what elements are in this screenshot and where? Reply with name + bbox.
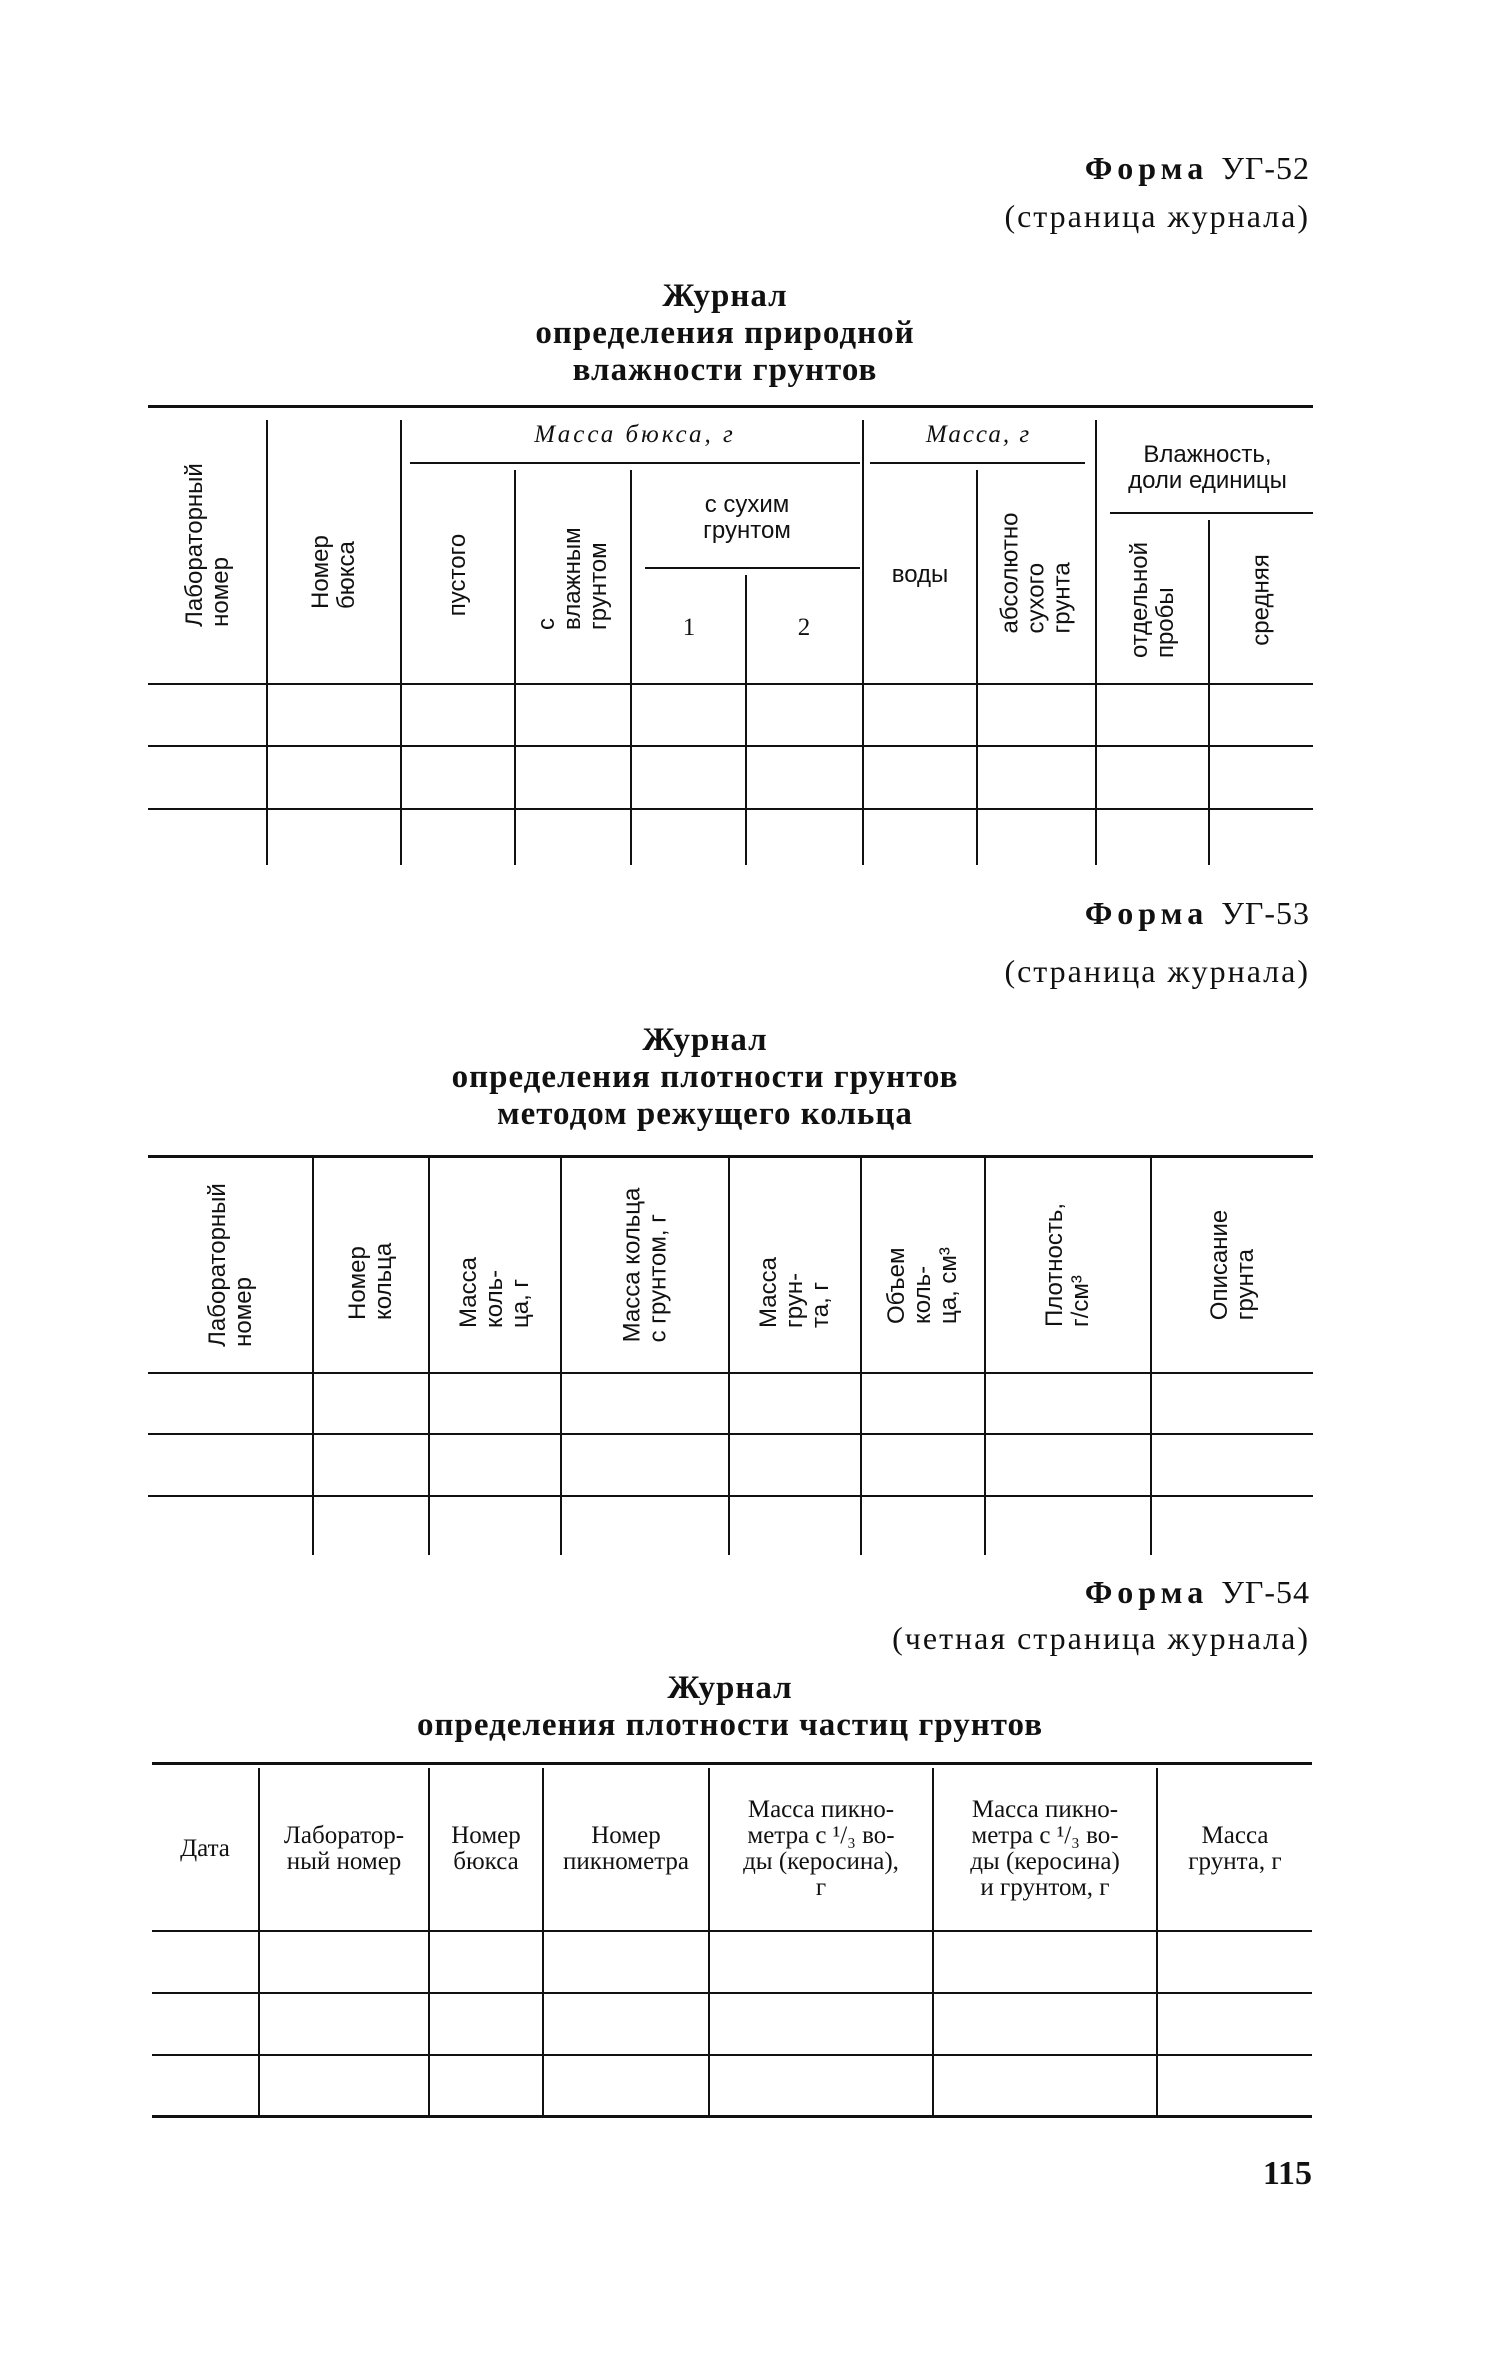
form54-rule: [152, 1930, 1312, 1932]
form52-header-dry-1: 1: [682, 613, 696, 641]
form52-title-line-3: влажности грунтов: [572, 352, 878, 388]
form53-header-soil-description: Описание грунта: [1206, 1209, 1259, 1321]
form54-rule: [152, 1992, 1312, 1994]
form53-header-ring-volume: Объем коль- ца, см³: [883, 1247, 962, 1324]
form52-col-sep: [514, 470, 516, 865]
form53-col-sep: [860, 1158, 862, 1555]
form52-rule: [148, 745, 1313, 747]
form52-col-sep: [976, 470, 978, 865]
form53-header-ring-soil-mass: Масса кольца с грунтом, г: [617, 1187, 671, 1343]
form54-header-soil-mass: Масса грунта, г: [1188, 1822, 1282, 1875]
form54-top-rule: [152, 1762, 1312, 1765]
form53-title-line-2: определения плотности грунтов: [451, 1059, 959, 1095]
form52-header-mass: Масса, г: [925, 421, 1032, 448]
form52-header-dry-2: 2: [797, 613, 811, 641]
form52-journal-title: [490, 278, 960, 389]
form53-rule: [148, 1433, 1313, 1435]
form53-col-sep: [560, 1158, 562, 1555]
form53-subtitle: (страница журнала): [1004, 953, 1310, 989]
form52-col-sep: [1208, 520, 1210, 865]
form54-rule: [152, 2054, 1312, 2056]
form52-rule: [148, 808, 1313, 810]
form53-code: УГ-53: [1221, 895, 1310, 931]
form53-header-soil-mass: Масса грун- та, г: [755, 1257, 834, 1328]
form53-journal-title: [410, 1022, 1000, 1133]
form53-rule: [148, 1372, 1313, 1374]
form53-col-sep: [312, 1158, 314, 1555]
form52-header-absolutely-dry: абсолютно сухого грунта: [996, 512, 1076, 633]
form54-subtitle: (четная страница журнала): [892, 1620, 1310, 1656]
form52-top-rule: [148, 405, 1313, 408]
form54-title-line-1: Журнал: [667, 1670, 793, 1706]
form54-header-pycnometer-number: Номер пикнометра: [562, 1822, 690, 1875]
form53-title-line-1: Журнал: [642, 1022, 768, 1058]
form52-header-dry: с сухим грунтом: [703, 491, 791, 544]
form54-journal-title: [360, 1670, 1100, 1744]
form54-title-line-2: определения плотности частиц грунтов: [416, 1707, 1044, 1743]
form53-label-word: Форма: [1084, 895, 1209, 931]
form52-rule: [870, 462, 1085, 464]
form52-header-empty: пустого: [444, 533, 471, 617]
form54-bottom-rule: [152, 2115, 1312, 2118]
form54-header-pycnometer-water-mass: Масса пикно- метра с ¹/₃ во- ды (керосина), г: [743, 1796, 899, 1901]
form53-header-lab-number: Лабораторный номер: [204, 1183, 257, 1347]
form52-col-sep: [745, 575, 747, 865]
form52-header-separate-sample: отдельной пробы: [1126, 541, 1179, 659]
form52-rule: [148, 683, 1313, 685]
form52-header-lab-number: Лабораторный номер: [181, 463, 234, 627]
form53-col-sep: [984, 1158, 986, 1555]
form52-header-moisture: Влажность, доли единицы: [1128, 441, 1287, 494]
form53-header-density: Плотность, г/см³: [1040, 1202, 1094, 1328]
form52-col-sep: [400, 420, 402, 865]
form52-header-water: воды: [891, 561, 949, 588]
form52-header-byuks-number: Номер бюкса: [307, 535, 360, 609]
form53-header-ring-number: Номер кольца: [344, 1242, 397, 1320]
form52-label-word: Форма: [1084, 150, 1209, 186]
form54-header-lab-number: Лаборатор- ный номер: [283, 1822, 405, 1875]
form52-title-line-1: Журнал: [662, 278, 788, 314]
form54-label-word: Форма: [1084, 1574, 1209, 1610]
form54-header-byuks-number: Номер бюкса: [451, 1822, 521, 1875]
form52-col-sep: [862, 420, 864, 865]
form52-rule: [1110, 512, 1313, 514]
form53-col-sep: [428, 1158, 430, 1555]
form53-title-line-3: методом режущего кольца: [497, 1096, 913, 1132]
page-number: 115: [1262, 2155, 1312, 2192]
form54-code: УГ-54: [1221, 1574, 1310, 1610]
form52-header-average: средняя: [1247, 554, 1275, 646]
form52-col-sep: [630, 470, 632, 865]
form54-header-date: Дата: [180, 1835, 230, 1862]
form53-top-rule: [148, 1155, 1313, 1158]
form53-label: [1085, 895, 1310, 932]
form52-header-wet: с влажным грунтом: [533, 527, 612, 630]
form52-col-sep: [266, 420, 268, 865]
form53-col-sep: [728, 1158, 730, 1555]
form54-label: [1085, 1574, 1310, 1611]
form54-header-pycnometer-soil-mass: Масса пикно- метра с ¹/₃ во- ды (керосина) и грунтом, г: [970, 1796, 1120, 1901]
form52-label: [1085, 150, 1310, 187]
form52-rule: [410, 462, 860, 464]
form53-col-sep: [1150, 1158, 1152, 1555]
form53-rule: [148, 1495, 1313, 1497]
form53-header-ring-mass: Масса коль- ца, г: [455, 1257, 534, 1328]
form52-header-byuks-mass: Масса бюкса, г: [534, 421, 736, 448]
form52-col-sep: [1095, 420, 1097, 865]
form52-rule: [645, 567, 860, 569]
form52-code: УГ-52: [1221, 150, 1310, 186]
form52-title-line-2: определения природной: [535, 315, 915, 351]
form52-subtitle: (страница журнала): [1004, 198, 1310, 234]
